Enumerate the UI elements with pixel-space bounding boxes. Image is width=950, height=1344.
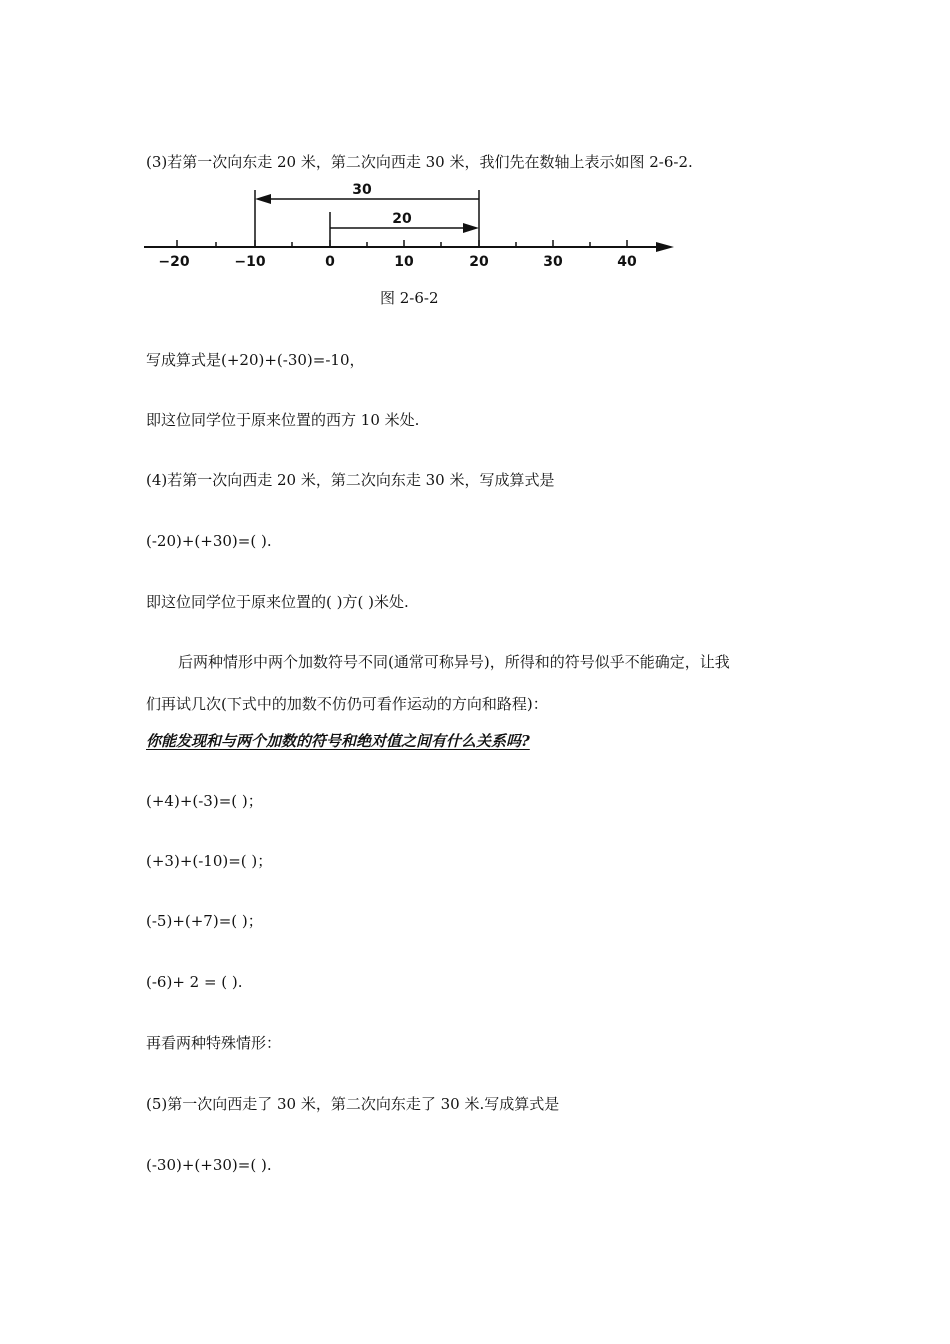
number-line-figure (140, 182, 685, 272)
exercise-3: (-5)+(+7)=( )； (146, 912, 263, 930)
line-case3: (3)若第一次向东走 20 米，第二次向西走 30 米，我们先在数轴上表示如图 2-6-2. (146, 153, 693, 171)
arrow-30-head (255, 194, 271, 204)
tick-label-neg20: −20 (158, 254, 190, 270)
figure-caption: 图 2-6-2 (380, 289, 439, 307)
arrow-30-label: 30 (352, 182, 372, 198)
line-case4: (4)若第一次向西走 20 米，第二次向东走 30 米，写成算式是 (146, 471, 555, 489)
paragraph-line-2: 们再试几次(下式中的加数不仿仍可看作运动的方向和路程)： (146, 695, 548, 713)
line-equation-case5: (-30)+(+30)=( ). (146, 1156, 272, 1174)
line-equation-case4: (-20)+(+30)=( ). (146, 532, 272, 550)
axis-arrowhead (656, 242, 674, 252)
line-special-cases: 再看两种特殊情形： (146, 1034, 282, 1052)
line-result-case4: 即这位同学位于原来位置的( )方( )米处. (146, 593, 409, 611)
exercise-4: (-6)+ 2 = ( ). (146, 973, 243, 991)
tick-label-neg10: −10 (234, 254, 266, 270)
tick-label-0: 0 (325, 254, 335, 270)
tick-label-10: 10 (394, 254, 414, 270)
tick-label-20: 20 (469, 254, 489, 270)
exercise-2: (+3)+(-10)=( )； (146, 852, 273, 870)
tick-label-40: 40 (617, 254, 637, 270)
exercise-1: (+4)+(-3)=( )； (146, 792, 263, 810)
line-equation-case3: 写成算式是(+20)+(-30)=-10， (146, 351, 365, 369)
tick-label-30: 30 (543, 254, 563, 270)
emphasis-question: 你能发现和与两个加数的符号和绝对值之间有什么关系吗? (146, 732, 530, 750)
arrow-20-head (463, 223, 479, 233)
number-line-svg (140, 182, 685, 272)
line-case5: (5)第一次向西走了 30 米，第二次向东走了 30 米.写成算式是 (146, 1095, 560, 1113)
line-result-case3: 即这位同学位于原来位置的西方 10 米处. (146, 411, 420, 429)
paragraph-line-1: 后两种情形中两个加数符号不同(通常可称异号)，所得和的符号似乎不能确定，让我 (178, 653, 730, 671)
arrow-20-label: 20 (392, 211, 412, 227)
